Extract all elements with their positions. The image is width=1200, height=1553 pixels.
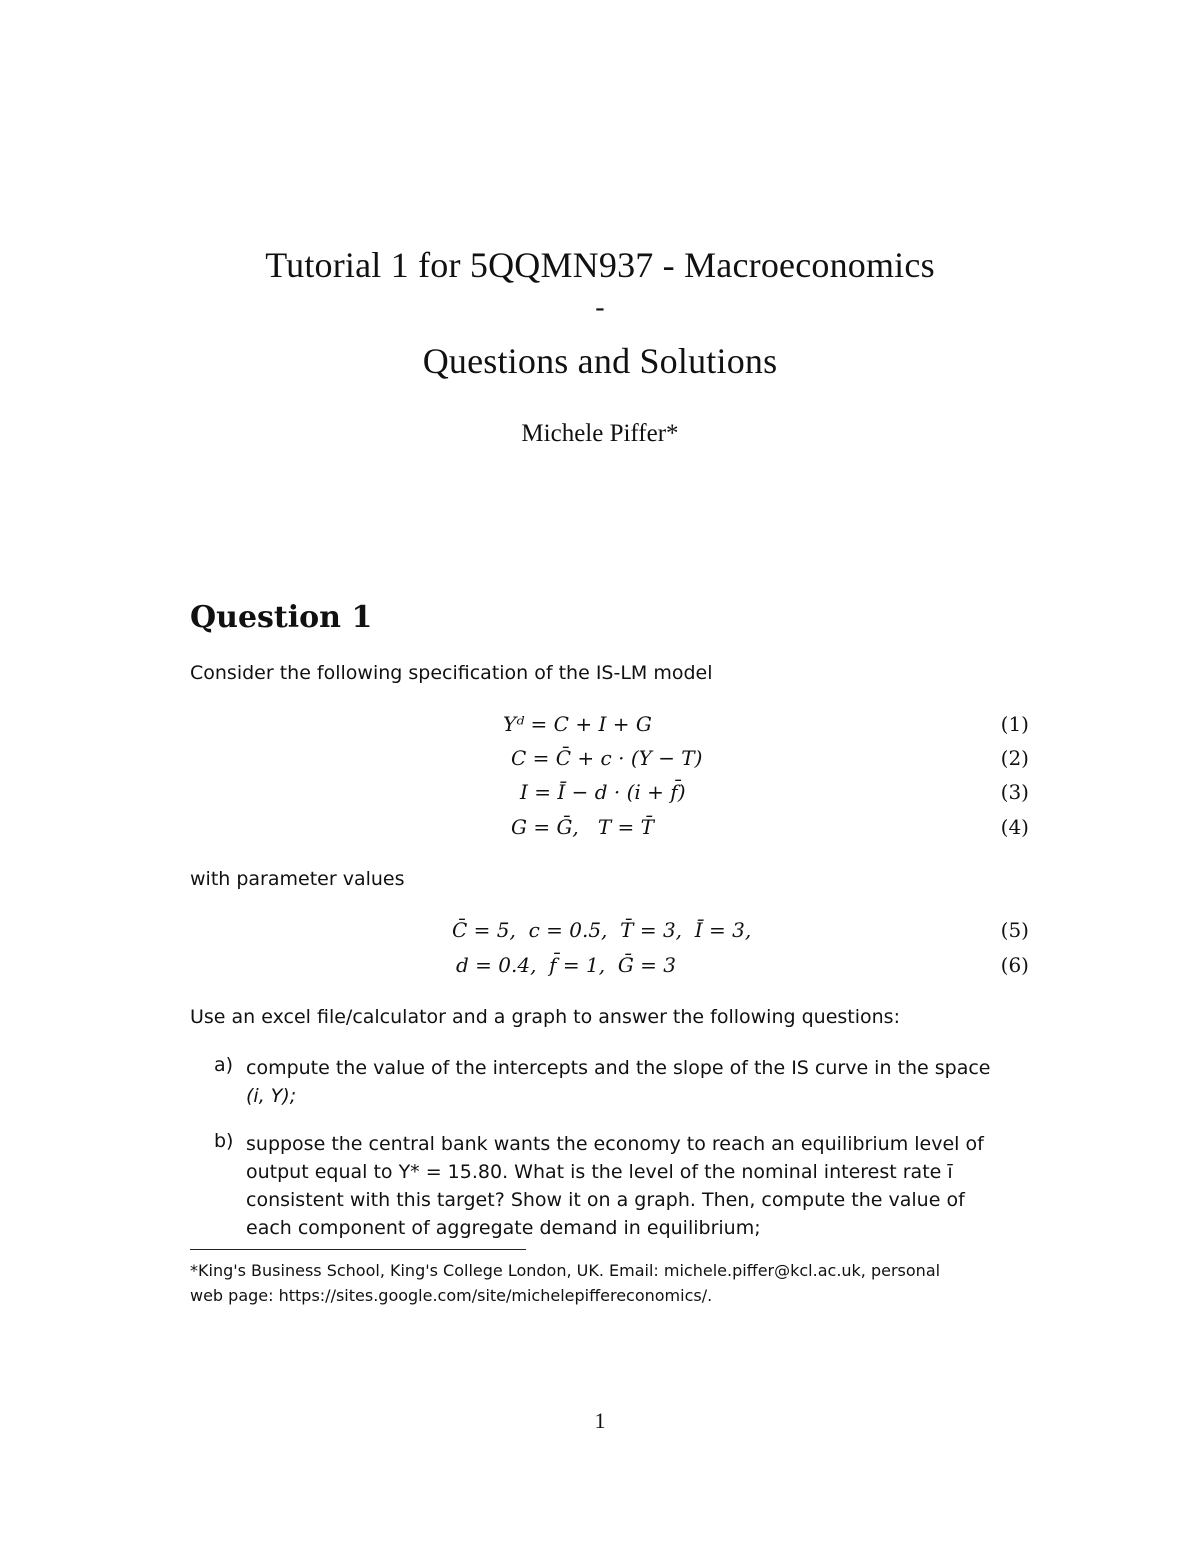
- equation-number-4: (4): [1000, 815, 1029, 839]
- params-number-1: (5): [1000, 918, 1029, 942]
- question-heading: Question 1: [190, 600, 373, 635]
- item-a-text: [246, 1054, 1036, 1110]
- author-name: Michele Piffer*: [521, 420, 679, 447]
- params-number-2: (6): [1000, 953, 1029, 977]
- item-b-line-2: output equal to Y* = 15.80. What is the level of the nominal interest rate ī: [246, 1161, 953, 1183]
- params-line-2: d = 0.4, f̄ = 1, Ḡ = 3: [456, 953, 676, 977]
- footnote-line-2: web page: https://sites.google.com/site/michelepiffereconomics/.: [190, 1286, 713, 1305]
- item-a-label: a): [214, 1054, 234, 1076]
- footnote-line-1: *King's Business School, King's College London, UK. Email: michele.piffer@kcl.ac.uk, personal: [190, 1261, 941, 1280]
- title-line-1: Tutorial 1 for 5QQMN937 - Macroeconomics: [265, 245, 935, 285]
- instruction-text: Use an excel file/calculator and a graph to answer the following questions:: [190, 1006, 900, 1028]
- equation-2: C = C̄ + c · (Y − T): [511, 746, 703, 770]
- equation-3: I = Ī − d · (i + f̄): [520, 780, 686, 804]
- item-b-text: [246, 1130, 1036, 1242]
- title-line-3: Questions and Solutions: [422, 341, 778, 381]
- equation-number-1: (1): [1000, 712, 1029, 736]
- footnote-rule: [190, 1249, 526, 1250]
- title-separator: -: [595, 292, 605, 323]
- params-line-1: C̄ = 5, c = 0.5, T̄ = 3, Ī = 3,: [452, 918, 752, 942]
- params-intro: with parameter values: [190, 868, 405, 890]
- equation-1: Yᵈ = C + I + G: [503, 712, 652, 736]
- equation-number-2: (2): [1000, 746, 1029, 770]
- item-b-line-3: consistent with this target? Show it on a graph. Then, compute the value of: [246, 1189, 965, 1211]
- page-number: 1: [594, 1408, 606, 1433]
- footnote: [190, 1258, 1036, 1308]
- equation-number-3: (3): [1000, 780, 1029, 804]
- question-intro: Consider the following specification of the IS-LM model: [190, 662, 713, 684]
- item-a-line-2: (i, Y);: [246, 1085, 297, 1107]
- item-b-line-1: suppose the central bank wants the economy to reach an equilibrium level of: [246, 1133, 984, 1155]
- item-a-line-1: compute the value of the intercepts and the slope of the IS curve in the space: [246, 1057, 991, 1079]
- item-b-line-4: each component of aggregate demand in equilibrium;: [246, 1217, 761, 1239]
- equation-4: G = Ḡ, T = T̄: [511, 815, 655, 839]
- item-b-label: b): [214, 1130, 234, 1152]
